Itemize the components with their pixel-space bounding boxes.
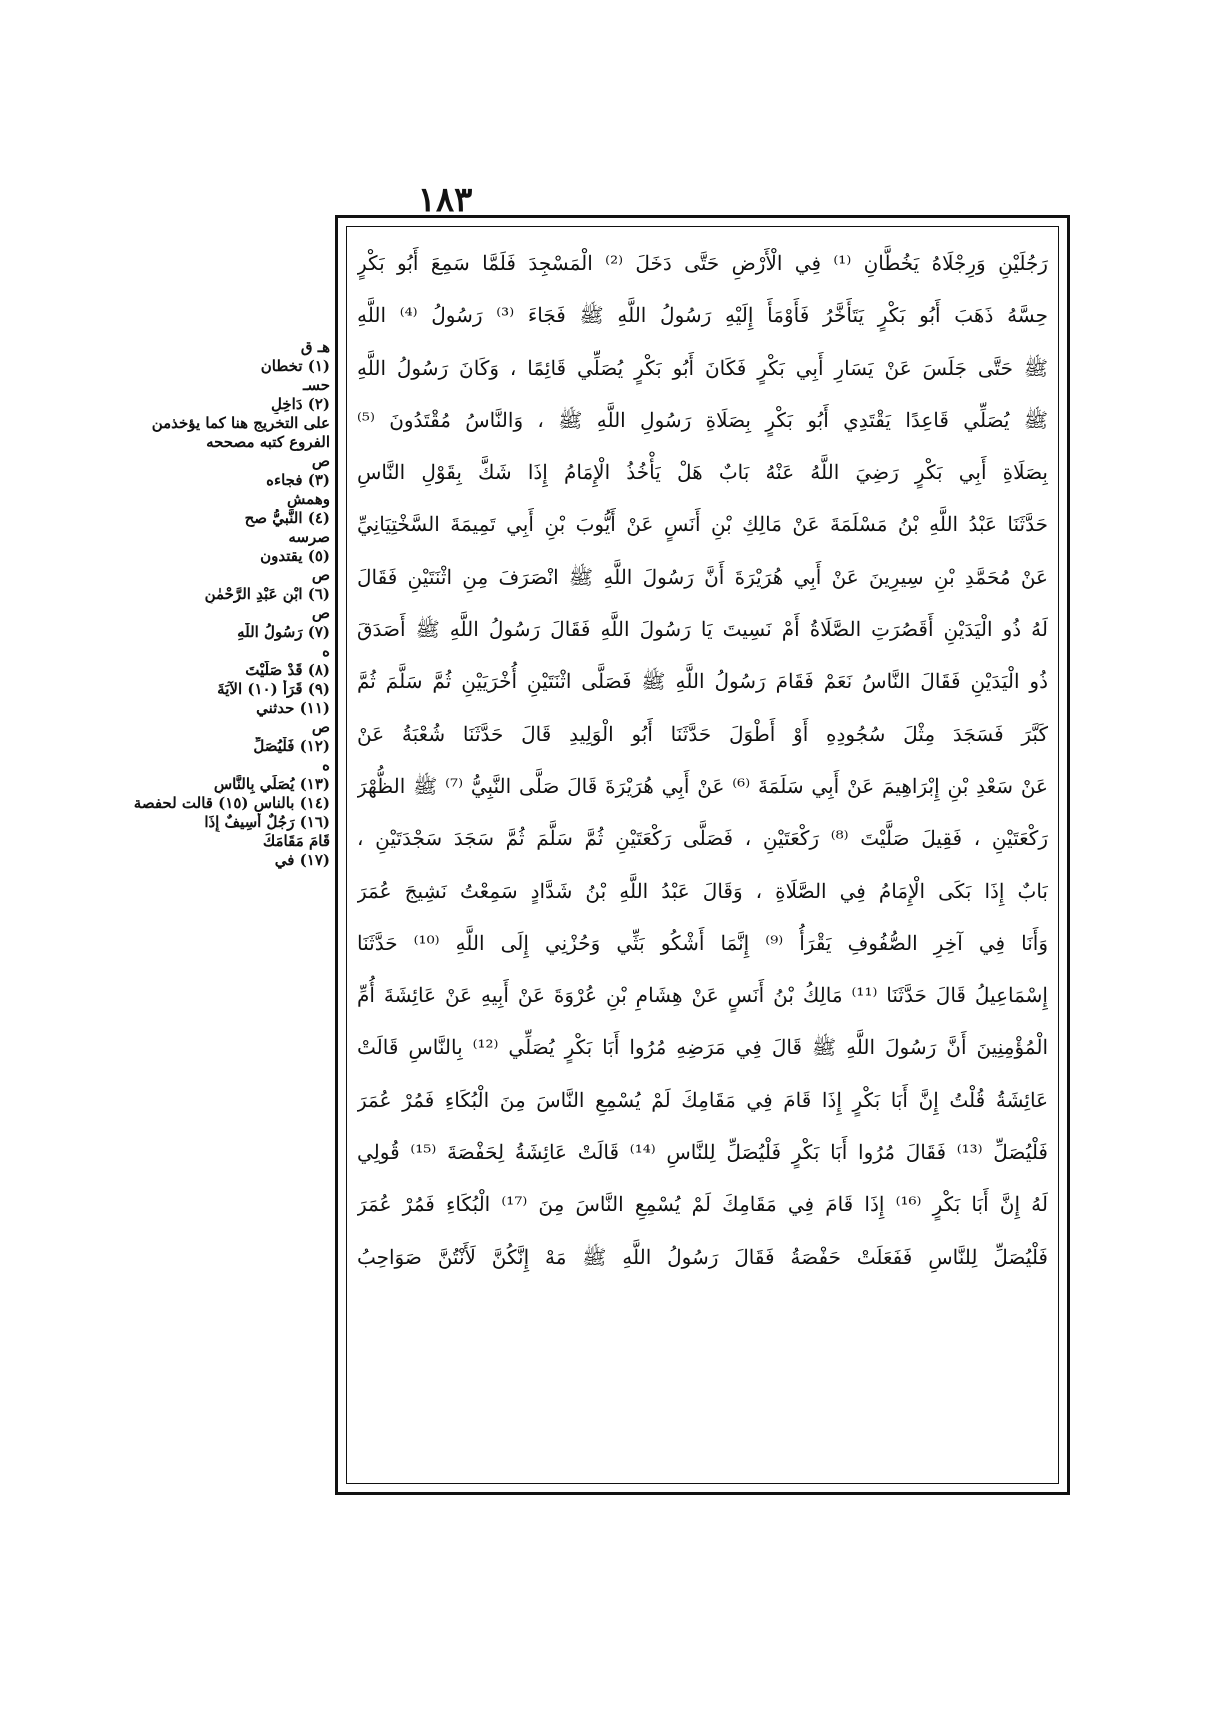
- text-line: حِسَّهُ ذَهَبَ أَبُو بَكْرٍ يَتَأَخَّرُ فَأَوْمَأَ إِلَيْهِ رَسُولُ اللَّهِ ﷺ فَجَاءَ ⁽³⁾ رَسُولُ ⁽⁴⁾ اللَّهِ: [357, 303, 1048, 328]
- page-number: ١٨٣: [417, 180, 473, 220]
- text-line: ﷺ يُصَلِّي قَاعِدًا يَقْتَدِي أَبُو بَكْرٍ بِصَلَاةِ رَسُولِ اللَّهِ ﷺ ، وَالنَّاسُ مُقْتَدُونَ ⁽⁵⁾: [357, 407, 1048, 432]
- margin-note: (٦) ابْنِ عَبْدِ الرَّحْمٰنِ: [204, 585, 330, 603]
- text-line: فَلْيُصَلِّ لِلنَّاسِ فَفَعَلَتْ حَفْصَةُ فَقَالَ رَسُولُ اللَّهِ ﷺ مَهْ إِنَّكُنَّ لَأَنْتُنَّ صَوَاحِبُ: [357, 1244, 1048, 1269]
- margin-note: (١١) حدثني: [256, 699, 330, 717]
- margin-note: الفروع كتبه مصححه: [206, 433, 330, 451]
- margin-note: (٧) رَسُولُ اللّٰهِ: [237, 623, 330, 641]
- margin-note: (١٦) رَجُلٌ أَسِيفٌ إِذَا: [204, 813, 330, 831]
- margin-note: ص: [311, 452, 330, 470]
- text-line: رَجُلَيْنِ وَرِجْلَاهُ يَخُطَّانِ ⁽¹⁾ فِي الْأَرْضِ حَتَّى دَخَلَ ⁽²⁾ الْمَسْجِدَ فَلَمَّا سَمِعَ أَبُو بَكْرٍ: [357, 251, 1048, 275]
- margin-note: (١٣) يُصَلِّي بِالنَّاسِ: [213, 775, 330, 793]
- margin-note: (٤) النَّبيُّ صح: [244, 509, 330, 527]
- margin-note: (٢) دَاخِلِ: [271, 395, 330, 413]
- margin-note: ص: [311, 718, 330, 736]
- text-line: ﷺ حَتَّى جَلَسَ عَنْ يَسَارِ أَبِي بَكْرٍ فَكَانَ أَبُو بَكْرٍ يُصَلِّي قَائِمًا ، وَكَانَ رَسُولُ اللَّهِ: [357, 355, 1048, 380]
- text-line: عَائِشَةُ قُلْتُ إِنَّ أَبَا بَكْرٍ إِذَا قَامَ فِي مَقَامِكَ لَمْ يُسْمِعِ النَّاسَ مِنَ الْبُكَاءِ فَمُرْ عُمَرَ: [357, 1087, 1048, 1112]
- margin-note: وهمش: [287, 490, 330, 508]
- margin-note: (٨) قَدْ صَلَّيْتَ: [245, 661, 330, 679]
- margin-note: ه: [322, 756, 330, 774]
- margin-note: (٩) قَرَأَ (١٠) الآيَةَ: [217, 680, 330, 698]
- text-line: بَابٌ إِذَا بَكَى الْإِمَامُ فِي الصَّلَاةِ ، وَقَالَ عَبْدُ اللَّهِ بْنُ شَدَّادٍ سَمِعْتُ نَشِيجَ عُمَرَ: [357, 878, 1048, 903]
- text-line: عَنْ سَعْدِ بْنِ إِبْرَاهِيمَ عَنْ أَبِي سَلَمَةَ ⁽⁶⁾ عَنْ أَبِي هُرَيْرَةَ قَالَ صَلَّى النَّبِيُّ ⁽⁷⁾ ﷺ الظُّهْرَ: [357, 773, 1048, 798]
- margin-note: قَامَ مَقَامَكَ: [262, 832, 330, 850]
- text-frame: [346, 226, 1059, 1484]
- margin-note: ص: [311, 566, 330, 584]
- text-line: رَكْعَتَيْنِ ، فَقِيلَ صَلَّيْتَ ⁽⁸⁾ رَكْعَتَيْنِ ، فَصَلَّى رَكْعَتَيْنِ ثُمَّ سَلَّمَ ثُمَّ سَجَدَ سَجْدَتَيْنِ ،: [357, 826, 1048, 851]
- text-line: الْمُؤْمِنِينَ أَنَّ رَسُولَ اللَّهِ ﷺ قَالَ فِي مَرَضِهِ مُرُوا أَبَا بَكْرٍ يُصَلِّي ⁽¹²⁾ بِالنَّاسِ قَالَتْ: [357, 1035, 1048, 1060]
- margin-note: (١٢) فَلْيُصَلِّ: [253, 737, 330, 755]
- text-line: عَنْ مُحَمَّدِ بْنِ سِيرِينَ عَنْ أَبِي هُرَيْرَةَ أَنَّ رَسُولَ اللَّهِ ﷺ انْصَرَفَ مِنِ اثْنَتَيْنِ فَقَالَ: [357, 564, 1048, 589]
- text-line: إِسْمَاعِيلُ قَالَ حَدَّثَنَا ⁽¹¹⁾ مَالِكُ بْنُ أَنَسٍ عَنْ هِشَامِ بْنِ عُرْوَةَ عَنْ أَبِيهِ عَنْ عَائِشَةَ أُمِّ: [357, 983, 1048, 1008]
- text-line: لَهُ إِنَّ أَبَا بَكْرٍ ⁽¹⁶⁾ إِذَا قَامَ فِي مَقَامِكَ لَمْ يُسْمِعِ النَّاسَ مِنَ ⁽¹⁷⁾ الْبُكَاءِ فَمُرْ عُمَرَ: [357, 1192, 1048, 1217]
- margin-note: (١٧) في: [274, 851, 330, 869]
- text-line: بِصَلَاةِ أَبِي بَكْرٍ رَضِيَ اللَّهُ عَنْهُ بَابٌ هَلْ يَأْخُذُ الْإِمَامُ إِذَا شَكَّ بِقَوْلِ النَّاسِ: [357, 460, 1048, 485]
- text-line: وَأَنَا فِي آخِرِ الصُّفُوفِ يَقْرَأُ ⁽⁹⁾ إِنَّمَا أَشْكُو بَثِّي وَحُزْنِي إِلَى اللَّهِ ⁽¹⁰⁾ حَدَّثَنَا: [357, 930, 1048, 955]
- margin-note: (١) تخطان: [260, 357, 330, 375]
- text-line: ذُو الْيَدَيْنِ فَقَالَ النَّاسُ نَعَمْ فَقَامَ رَسُولُ اللَّهِ ﷺ فَصَلَّى اثْنَتَيْنِ أُخْرَيَيْنِ ثُمَّ سَلَّمَ ثُمَّ: [357, 669, 1048, 694]
- text-line: حَدَّثَنَا عَبْدُ اللَّهِ بْنُ مَسْلَمَةَ عَنْ مَالِكِ بْنِ أَنَسٍ عَنْ أَيُّوبَ بْنِ أَبِي تَمِيمَةَ السَّخْتِيَانِيِّ: [357, 512, 1048, 537]
- text-line: كَبَّرَ فَسَجَدَ مِثْلَ سُجُودِهِ أَوْ أَطْوَلَ حَدَّثَنَا أَبُو الْوَلِيدِ قَالَ حَدَّثَنَا شُعْبَةُ عَنْ: [357, 721, 1048, 746]
- margin-note: (٥) يقتدون: [260, 547, 330, 565]
- margin-notes: [130, 338, 330, 870]
- main-text: [347, 227, 1058, 1283]
- margin-note: هـ ق: [300, 338, 330, 356]
- margin-note: ه: [322, 642, 330, 660]
- margin-note: (١٤) بالناس (١٥) قالت لحفصة: [133, 794, 330, 812]
- margin-note: صرسه: [288, 528, 330, 546]
- text-line: فَلْيُصَلِّ ⁽¹³⁾ فَقَالَ مُرُوا أَبَا بَكْرٍ فَلْيُصَلِّ لِلنَّاسِ ⁽¹⁴⁾ قَالَتْ عَائِشَةُ لِحَفْصَةَ ⁽¹⁵⁾ قُولِي: [357, 1140, 1048, 1165]
- margin-note: (٣) فجاءه: [266, 471, 330, 489]
- margin-note: على التخريج هنا كما يؤخذمن: [151, 414, 330, 432]
- margin-note: حسـ: [302, 376, 330, 394]
- text-line: لَهُ ذُو الْيَدَيْنِ أَقَصُرَتِ الصَّلَاةُ أَمْ نَسِيتَ يَا رَسُولَ اللَّهِ فَقَالَ رَسُولُ اللَّهِ ﷺ أَصَدَقَ: [357, 617, 1048, 642]
- margin-note: ص: [311, 604, 330, 622]
